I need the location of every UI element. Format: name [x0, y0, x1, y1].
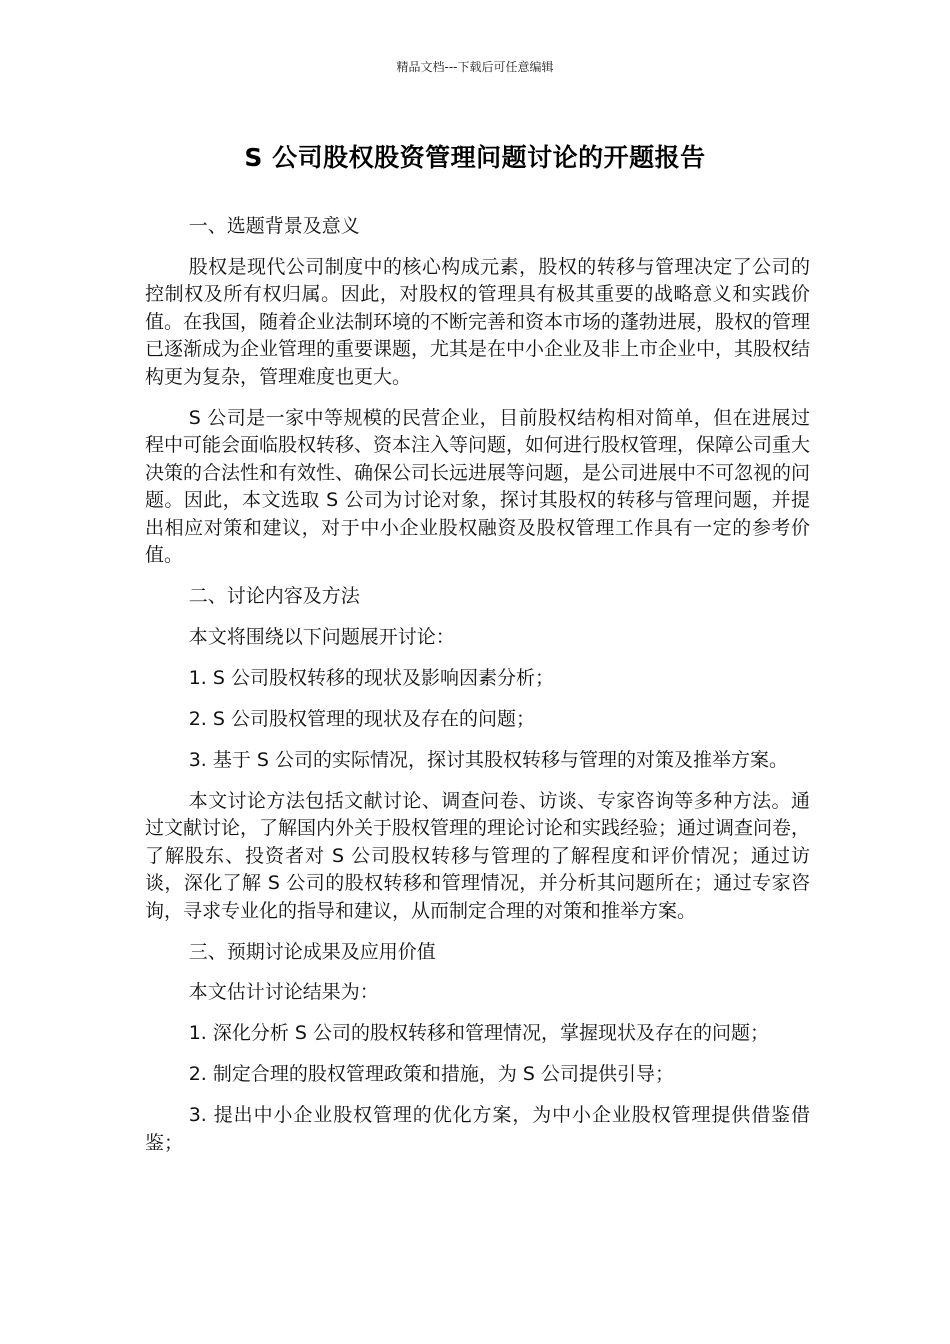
document-title: S 公司股权股资管理问题讨论的开题报告	[244, 143, 706, 172]
section-heading-expected-results: 三、预期讨论成果及应用价值	[188, 940, 436, 963]
list-item: 1. 深化分析 S 公司的股权转移和管理情况，掌握现状及存在的问题；	[188, 1022, 769, 1044]
list-item: 2. S 公司股权管理的现状及存在的问题；	[188, 707, 535, 730]
section-heading-background: 一、选题背景及意义	[188, 215, 360, 237]
paragraph: 本文将围绕以下问题展开讨论：	[188, 625, 455, 648]
paragraph: 本文讨论方法包括文献讨论、调查问卷、访谈、专家咨询等多种方法。通过文献讨论，了解国内外关于股权管理的理论讨论和实践经验；通过调查问卷，了解股东、投资者对 S 公司股权转移与管理的了解程度和评价情况；通过访谈，深化了解 S 公司的股权转移和管理情况，并分析其问题所在；通过专家咨询，寻求专业化的指导和建议，从而制定合理的对策和推举方案。	[145, 789, 811, 922]
header-note: 精品文档---下载后可任意编辑	[396, 60, 554, 74]
paragraph: 股权是现代公司制度中的核心构成元素，股权的转移与管理决定了公司的控制权及所有权归属。因此，对股权的管理具有极其重要的战略意义和实践价值。在我国，随着企业法制环境的不断完善和资本市场的蓬勃进展，股权的管理已逐渐成为企业管理的重要课题，尤其是在中小企业及非上市企业中，其股权结构更为复杂，管理难度也更大。	[145, 255, 811, 388]
list-item: 1. S 公司股权转移的现状及影响因素分析；	[188, 666, 554, 689]
paragraph: S 公司是一家中等规模的民营企业，目前股权结构相对简单，但在进展过程中可能会面临股权转移、资本注入等问题，如何进行股权管理，保障公司重大决策的合法性和有效性、确保公司长远进展等问题，是公司进展中不可忽视的问题。因此，本文选取 S 公司为讨论对象，探讨其股权的转移与管理问题，并提出相应对策和建议，对于中小企业股权融资及股权管理工作具有一定的参考价值。	[145, 406, 811, 566]
list-item: 3. 基于 S 公司的实际情况，探讨其股权转移与管理的对策及推举方案。	[188, 748, 788, 771]
document-body	[145, 213, 810, 1171]
list-item: 3. 提出中小企业股权管理的优化方案，为中小企业股权管理提供借鉴借鉴；	[145, 1104, 810, 1154]
list-item: 2. 制定合理的股权管理政策和措施，为 S 公司提供引导；	[188, 1063, 674, 1085]
paragraph: 本文估计讨论结果为：	[188, 981, 379, 1003]
section-heading-content-method: 二、讨论内容及方法	[188, 585, 360, 607]
